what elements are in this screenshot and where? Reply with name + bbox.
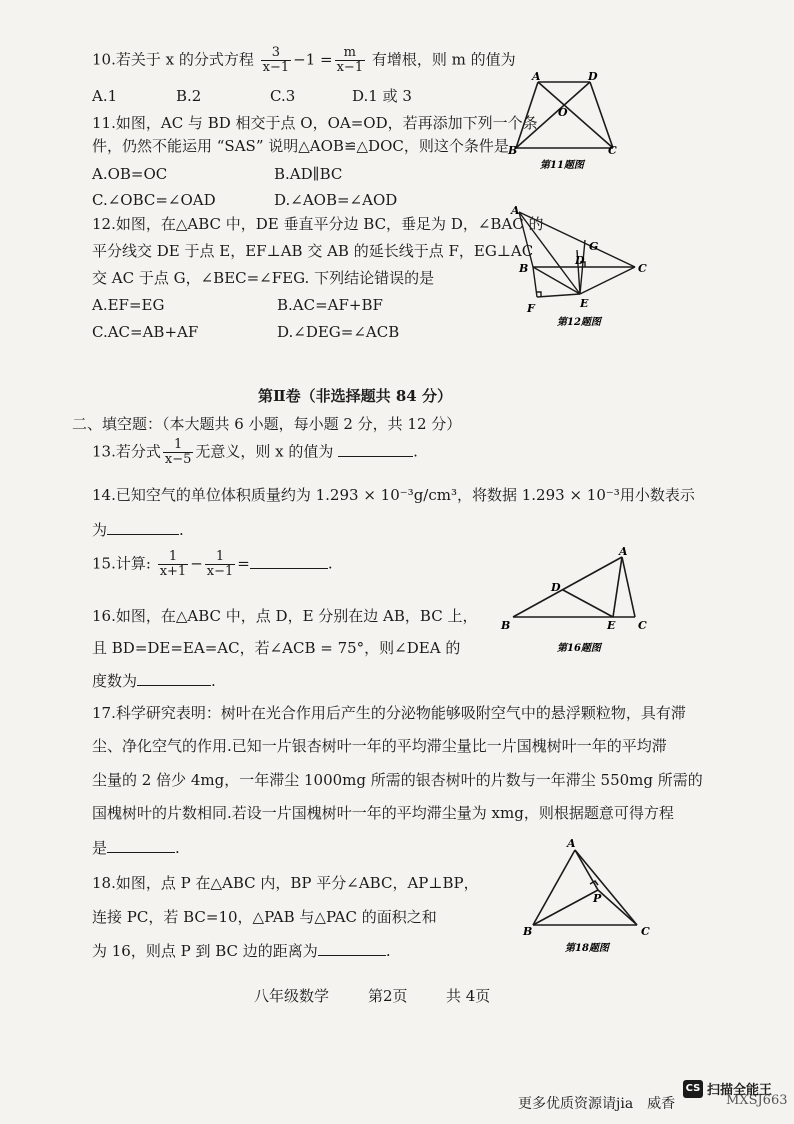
q10-stem: 10.若关于 x 的分式方程 $\frac{3}{x-1}$ −1 = $\frac{m}{x-1}$ 有增根，则 m 的值为 — [92, 45, 516, 75]
fig12-label-g: G — [589, 240, 599, 253]
figure-16 — [495, 545, 660, 655]
fig12-label-d: D — [575, 254, 585, 267]
q14-answer-blank[interactable] — [107, 520, 179, 535]
q18-answer-blank[interactable] — [318, 941, 386, 956]
fig18-label-c: C — [641, 925, 650, 938]
q11-option-d: D.∠AOB=∠AOD — [274, 191, 398, 209]
q17-line-3: 尘量的 2 倍少 4mg，一年滞尘 1000mg 所需的银杏树叶的片数与一年滞尘 550mg 所需的 — [92, 771, 703, 789]
q11-option-b: B.AD∥BC — [274, 165, 343, 183]
q15-fraction-1: $\frac{1}{x+1}$ — [159, 549, 187, 579]
figure-11 — [500, 68, 630, 178]
fig11-label-o: O — [558, 106, 568, 119]
q14-line-2: 为 . — [92, 521, 184, 539]
q13-stem: 13.若分式 $\frac{1}{x-5}$ 无意义，则 x 的值为 . — [92, 437, 418, 467]
q15-stem: 15.计算: $\frac{1}{x+1}$ − $\frac{1}{x-1}$ = . — [92, 549, 333, 579]
q12-line-1: 12.如图，在△ABC 中，DE 垂直平分边 BC，垂足为 D，∠BAC 的 — [92, 215, 544, 233]
fig12-caption: 第12题图 — [557, 317, 601, 328]
watermark-id: MXSJ663 — [726, 1093, 788, 1108]
fig16-label-e: E — [607, 619, 616, 632]
q11-line-2: 件，仍然不能运用 “SAS” 说明△AOB≌△DOC，则这个条件是 — [92, 137, 509, 155]
figure-12 — [505, 200, 655, 335]
camscanner-app-name: 扫描全能王 — [707, 1083, 773, 1098]
footer-total-pages: 共 4页 — [446, 987, 491, 1005]
q13-answer-blank[interactable] — [338, 442, 413, 457]
fig12-label-f: F — [527, 302, 535, 315]
fig16-label-c: C — [638, 619, 647, 632]
q16-answer-blank[interactable] — [137, 671, 211, 686]
q12-line-3: 交 AC 于点 G，∠BEC=∠FEG. 下列结论错误的是 — [92, 269, 435, 287]
q17-line-2: 尘、净化空气的作用.已知一片银杏树叶一年的平均滞尘量比一片国槐树叶一年的平均滞 — [92, 737, 667, 755]
q10-fraction-1: $\frac{3}{x-1}$ — [262, 45, 290, 75]
q13-fraction: $\frac{1}{x-5}$ — [164, 437, 192, 467]
fig12-label-c: C — [638, 262, 647, 275]
fig16-label-b: B — [501, 619, 511, 632]
fig12-label-a: A — [511, 204, 520, 217]
q12-line-2: 平分线交 DE 于点 E，EF⊥AB 交 AB 的延长线于点 F，EG⊥AC — [92, 242, 534, 260]
q15-answer-blank[interactable] — [250, 554, 328, 569]
fig18-label-b: B — [523, 925, 533, 938]
q17-line-1: 17.科学研究表明：树叶在光合作用后产生的分泌物能够吸附空气中的悬浮颗粒物，具有滞 — [92, 704, 686, 722]
camscanner-logo-icon: CS — [683, 1080, 703, 1098]
q11-option-a: A.OB=OC — [92, 165, 168, 183]
fig11-label-a: A — [532, 70, 541, 83]
q18-line-2: 连接 PC，若 BC=10，△PAB 与△PAC 的面积之和 — [92, 908, 437, 926]
q11-line-1: 11.如图，AC 与 BD 相交于点 O，OA=OD，若再添加下列一个条 — [92, 114, 538, 132]
q11-option-c: C.∠OBC=∠OAD — [92, 191, 216, 209]
q10-option-a: A.1 — [92, 87, 118, 105]
q15-fraction-2: $\frac{1}{x-1}$ — [206, 549, 234, 579]
fig12-label-e: E — [580, 297, 589, 310]
q12-option-b: B.AC=AF+BF — [277, 296, 383, 314]
part2-title: 第Ⅱ卷（非选择题共 84 分） — [258, 387, 452, 405]
fill-in-header: 二、填空题：（本大题共 6 小题，每小题 2 分，共 12 分） — [72, 415, 462, 433]
q10-option-b: B.2 — [176, 87, 202, 105]
fig18-caption: 第18题图 — [565, 943, 609, 954]
q16-line-2: 且 BD=DE=EA=AC，若∠ACB = 75°，则∠DEA 的 — [92, 639, 461, 657]
footer-page-number: 第2页 — [368, 987, 408, 1005]
fig11-caption: 第11题图 — [540, 160, 584, 171]
fig12-label-b: B — [519, 262, 529, 275]
fig16-label-d: D — [551, 581, 561, 594]
fig16-caption: 第16题图 — [557, 643, 601, 654]
fig18-label-a: A — [567, 837, 576, 850]
q17-line-4: 国槐树叶的片数相同.若设一片国槐树叶一年的平均滞尘量为 xmg，则根据题意可得方程 — [92, 804, 674, 822]
footer-subject: 八年级数学 — [254, 987, 330, 1005]
figure-18 — [515, 835, 665, 960]
q12-option-d: D.∠DEG=∠ACB — [277, 323, 400, 341]
q10-fraction-2: $\frac{m}{x-1}$ — [336, 45, 364, 75]
fig11-label-d: D — [588, 70, 598, 83]
fig11-label-b: B — [508, 144, 518, 157]
q17-answer-blank[interactable] — [107, 838, 175, 853]
q12-option-c: C.AC=AB+AF — [92, 323, 199, 341]
q18-line-3: 为 16，则点 P 到 BC 边的距离为 . — [92, 942, 391, 960]
q17-line-5: 是 . — [92, 839, 180, 857]
q16-line-1: 16.如图，在△ABC 中，点 D，E 分别在边 AB，BC 上， — [92, 607, 478, 625]
fig18-label-p: P — [593, 892, 602, 905]
q14-line-1: 14.已知空气的单位体积质量约为 1.293 × 10⁻³g/cm³，将数据 1.293 × 10⁻³用小数表示 — [92, 486, 695, 504]
q12-option-a: A.EF=EG — [92, 296, 165, 314]
q10-option-d: D.1 或 3 — [352, 87, 412, 105]
q18-line-1: 18.如图，点 P 在△ABC 内，BP 平分∠ABC，AP⊥BP， — [92, 874, 479, 892]
q16-line-3: 度数为 . — [92, 672, 216, 690]
q10-option-c: C.3 — [270, 87, 296, 105]
fig11-label-c: C — [608, 144, 617, 157]
fig16-label-a: A — [619, 545, 628, 558]
watermark-text: 更多优质资源请jia 威香 — [518, 1096, 676, 1112]
